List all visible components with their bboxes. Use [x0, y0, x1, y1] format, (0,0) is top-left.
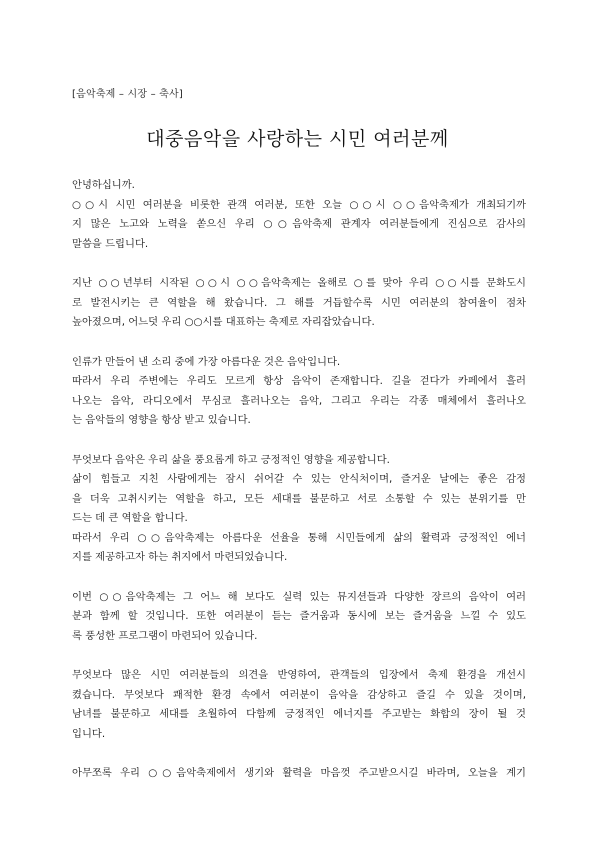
text-line: 지를 제공하고자 하는 취지에서 마련되었습니다. — [72, 551, 288, 563]
page-title: 대중음악을 사랑하는 시민 여러분께 — [146, 128, 449, 150]
text-line: 지난 ○○년부터 시작된 ○○시 ○○음악축제는 올해로 ○를 맞아 우리 ○○시를 문화도시 — [72, 277, 526, 289]
text-line: 분과 함께 할 것입니다. 또한 여러분이 듣는 즐거움과 동시에 보는 즐거움을 느낄 수 있도 — [72, 610, 526, 622]
paragraph-6 — [72, 666, 526, 744]
text-line: ○○시 시민 여러분을 비롯한 관객 여러분, 또한 오늘 ○○시 ○○음악축제가 개최되기까 — [72, 198, 526, 211]
text-line: 입니다. — [72, 727, 106, 740]
paragraph-1 — [72, 176, 526, 254]
text-line: 따라서 우리 주변에는 우리도 모르게 항상 음악이 존재합니다. 길을 걷다가 카페에서 흘러 — [72, 375, 526, 387]
paragraph-2 — [72, 274, 526, 333]
text-line: 무엇보다 음악은 우리 삶을 풍요롭게 하고 긍정적인 영향을 제공합니다. — [72, 453, 390, 466]
text-line: 아무쪼록 우리 ○○음악축제에서 생기와 활력을 마음껏 주고받으시길 바라며, 오늘을 계기 — [72, 767, 526, 779]
category-label: [음악축제 – 시장 – 축사] — [72, 89, 183, 100]
text-line: 안녕하십니까. — [72, 179, 135, 191]
text-line: 따라서 우리 ○○음악축제는 아름다운 선율을 통해 시민들에게 삶의 활력과 긍정적인 에너 — [72, 531, 526, 544]
text-line: 인류가 만들어 낸 소리 중에 가장 아름다운 것은 음악입니다. — [72, 355, 341, 368]
paragraph-7 — [72, 764, 526, 784]
text-line: 지 많은 노고와 노력을 쏟으신 우리 ○○음악축제 관계자 여러분들에게 진심으로 감사의 — [72, 218, 526, 230]
text-line: 록 풍성한 프로그램이 마련되어 있습니다. — [72, 629, 258, 642]
text-line: 높아졌으며, 어느덧 우리 ○○시를 대표하는 축제로 자리잡았습니다. — [72, 316, 375, 328]
paragraph-5 — [72, 588, 526, 647]
paragraph-4 — [72, 451, 526, 568]
text-line: 로 발전시키는 큰 역할을 해 왔습니다. 그 해를 거듭할수록 시민 여러분의 참여율이 점차 — [72, 296, 526, 309]
text-line: 이번 ○○음악축제는 그 어느 해 보다도 실력 있는 뮤지션들과 다양한 장르의 음악이 여러 — [72, 590, 526, 603]
text-line: 는 음악들의 영향을 항상 받고 있습니다. — [72, 414, 251, 426]
text-line: 삶이 힘들고 지친 사람에게는 잠시 쉬어갈 수 있는 안식처이며, 즐거운 날에는 좋은 감정 — [72, 473, 526, 485]
document-body — [72, 176, 526, 804]
text-line: 켰습니다. 무엇보다 쾌적한 환경 속에서 여러분이 음악을 감상하고 즐길 수 있을 것이며, — [72, 688, 526, 701]
text-line: 남녀를 불문하고 세대를 초월하여 다함께 긍정적인 에너지를 주고받는 화합의 장이 될 것 — [72, 708, 526, 720]
text-line: 드는 데 큰 역할을 합니다. — [72, 512, 188, 524]
text-line: 나오는 음악, 라디오에서 무심코 흘러나오는 음악, 그리고 우리는 각종 매체에서 흘러나오 — [72, 394, 526, 407]
text-line: 무엇보다 많은 시민 여러분들의 의견을 반영하여, 관객들의 입장에서 축제 환경을 개선시 — [72, 669, 526, 681]
text-line: 말씀을 드립니다. — [72, 237, 149, 250]
text-line: 을 더욱 고취시키는 역할을 하고, 모든 세대를 불문하고 서로 소통할 수 있는 분위기를 만 — [72, 492, 526, 505]
paragraph-3 — [72, 353, 526, 431]
